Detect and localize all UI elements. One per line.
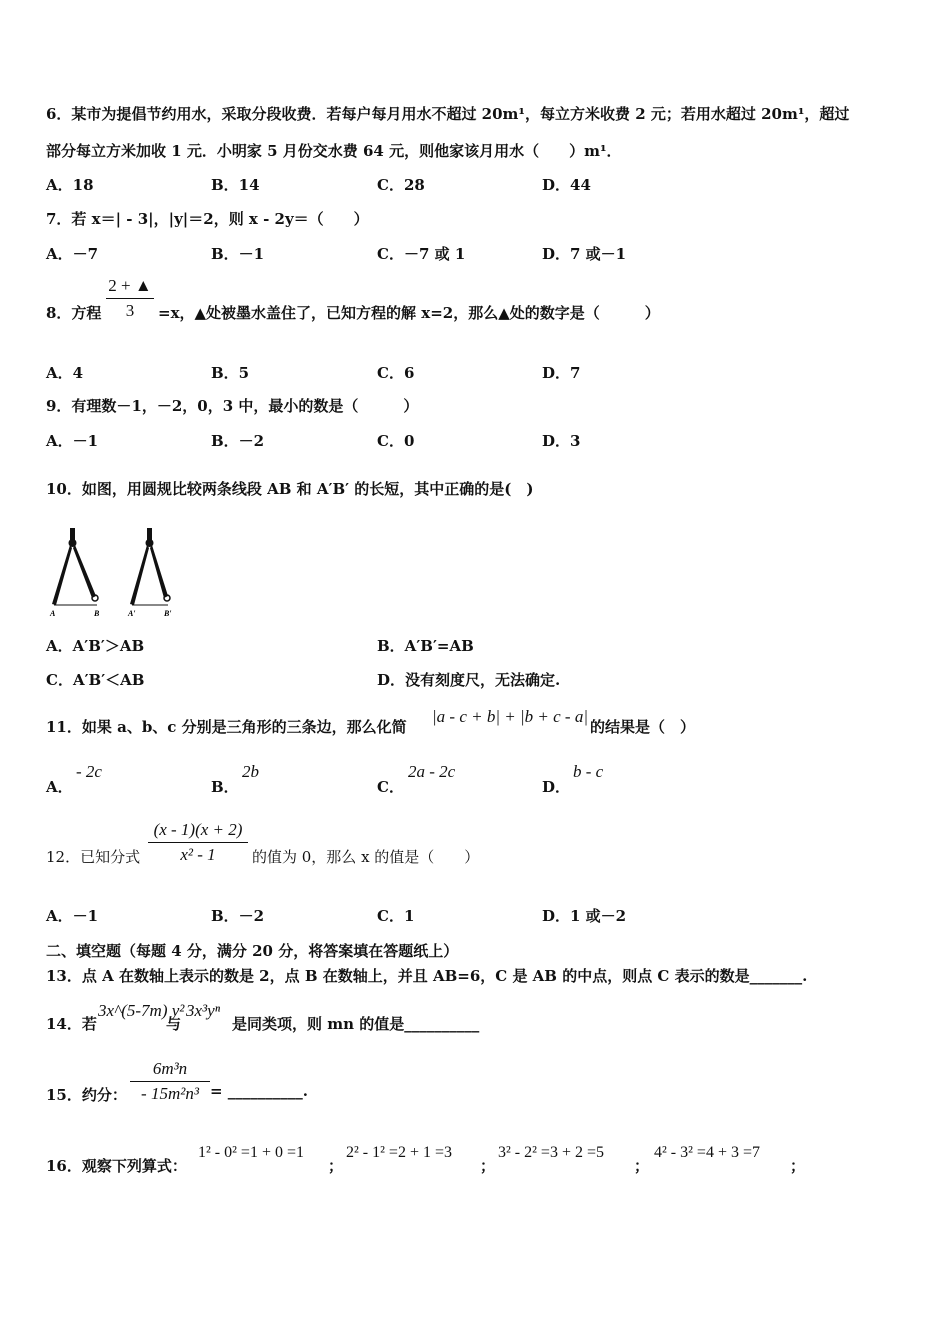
q6-option-d: D．44 <box>542 176 591 194</box>
q8-label: 8．方程 <box>46 304 102 322</box>
q8-option-b: B．5 <box>211 364 250 382</box>
q11-stem-a: 11．如果 a、b、c 分别是三角形的三条边，那么化简 <box>46 718 407 736</box>
fraction-bar <box>106 298 154 299</box>
q11-option-d-value: b - c <box>573 762 604 781</box>
q16-eq-2: 2² - 1² =2 + 1 =3 <box>346 1144 452 1161</box>
q15-tail: = __________. <box>210 1082 309 1100</box>
fraction-bar <box>130 1081 210 1082</box>
q15-numerator: 6m³n <box>152 1059 188 1078</box>
q10-option-a: A．A′B′＞AB <box>46 637 145 655</box>
q12-option-c: C．1 <box>377 907 415 925</box>
q16-label: 16．观察下列算式： <box>46 1157 187 1175</box>
q14-term1: 3x^(5-7m) y² <box>98 1001 185 1020</box>
q11-option-c-value: 2a - 2c <box>408 762 456 781</box>
q7-option-c: C．－7 或 1 <box>377 245 466 263</box>
q6-line1: 6．某市为提倡节约用水，采取分段收费．若每户每月用水不超过 20m¹，每立方米收费 2 元；若用水超过 20m¹，超过 <box>46 105 850 123</box>
q15-fraction <box>130 1059 210 1104</box>
q11-option-b-value: 2b <box>242 762 259 781</box>
q7-option-b: B．－1 <box>211 245 265 263</box>
q12-option-a: A．－1 <box>46 907 99 925</box>
q8-option-a: A．4 <box>46 364 84 382</box>
q7-stem: 7．若 x＝| - 3|，|y|＝2，则 x - 2y＝（ ） <box>46 210 369 228</box>
q12-label: 12．已知分式 <box>46 848 141 866</box>
compass-right <box>130 528 170 605</box>
section-heading: 二、填空题（每题 4 分，满分 20 分，将答案填在答题纸上） <box>46 942 459 960</box>
q15-denominator: - 15m²n³ <box>141 1084 199 1103</box>
q6-line2: 部分每立方米加收 1 元．小明家 5 月份交水费 64 元，则他家该月用水（ ）m¹． <box>46 142 622 160</box>
q9-stem: 9．有理数－1，－2，0，3 中，最小的数是（ ） <box>46 397 419 415</box>
q14-label: 14．若 <box>46 1015 97 1033</box>
compass-left <box>52 528 98 605</box>
q8-option-c: C．6 <box>377 364 415 382</box>
compass-figure <box>44 526 184 618</box>
q16-sep-1: ； <box>328 1157 344 1175</box>
q16-sep-4: ； <box>790 1157 806 1175</box>
q8-option-d: D．7 <box>542 364 581 382</box>
q11-option-a-label: A． <box>46 778 73 796</box>
q12-option-b: B．－2 <box>211 907 265 925</box>
q14-mid: 与 <box>166 1015 182 1033</box>
q8-denominator: 3 <box>125 301 135 320</box>
q11-stem-b: 的结果是（ ） <box>590 718 696 736</box>
label-a: A <box>50 609 56 618</box>
q13-stem: 13．点 A 在数轴上表示的数是 2，点 B 在数轴上，并且 AB=6，C 是 AB 的中点，则点 C 表示的数是_______. <box>46 967 808 985</box>
q8-stem: =x，▲处被墨水盖住了，已知方程的解 x=2，那么▲处的数字是（ ） <box>158 304 660 322</box>
q12-denominator: x² - 1 <box>180 845 216 864</box>
q8-numerator: 2 + ▲ <box>108 276 152 295</box>
q16-eq-1: 1² - 0² =1 + 0 =1 <box>198 1144 304 1161</box>
q12-numerator: (x - 1)(x + 2) <box>153 820 243 839</box>
fraction-bar <box>148 842 248 843</box>
q10-option-d: D．没有刻度尺，无法确定. <box>377 671 561 689</box>
q6-option-b: B．14 <box>211 176 260 194</box>
q10-option-c: C．A′B′＜AB <box>46 671 145 689</box>
q12-stem: 的值为 0，那么 x 的值是（ ） <box>252 848 480 866</box>
q12-option-d: D．1 或－2 <box>542 907 627 925</box>
q11-option-d-label: D． <box>542 778 571 796</box>
q6-option-a: A．18 <box>46 176 94 194</box>
q16-sep-3: ； <box>634 1157 650 1175</box>
q7-option-d: D．7 或－1 <box>542 245 627 263</box>
q14-stem: 是同类项，则 mn 的值是__________ <box>232 1015 480 1033</box>
q9-option-d: D．3 <box>542 432 581 450</box>
q16-eq-3: 3² - 2² =3 + 2 =5 <box>498 1144 604 1161</box>
q11-expression: |a - c + b| + |b + c - a| <box>432 707 589 726</box>
label-b-prime: B′ <box>164 609 172 618</box>
q9-option-a: A．－1 <box>46 432 99 450</box>
q9-option-b: B．－2 <box>211 432 265 450</box>
q12-fraction <box>148 820 248 865</box>
q6-option-c: C．28 <box>377 176 425 194</box>
q10-stem: 10．如图，用圆规比较两条线段 AB 和 A′B′ 的长短，其中正确的是( ) <box>46 480 534 498</box>
q9-option-c: C．0 <box>377 432 415 450</box>
q11-option-b-label: B． <box>211 778 239 796</box>
q15-label: 15．约分： <box>46 1086 127 1104</box>
q16-eq-4: 4² - 3² =4 + 3 =7 <box>654 1144 760 1161</box>
q11-option-c-label: C． <box>377 778 404 796</box>
q14-term2: 3x³yⁿ <box>186 1001 221 1020</box>
q16-sep-2: ； <box>480 1157 496 1175</box>
q11-option-a-value: - 2c <box>76 762 102 781</box>
q10-option-b: B．A′B′=AB <box>377 637 474 655</box>
q8-fraction <box>106 276 154 321</box>
q7-option-a: A．－7 <box>46 245 99 263</box>
label-a-prime: A′ <box>128 609 136 618</box>
label-b: B <box>94 609 100 618</box>
